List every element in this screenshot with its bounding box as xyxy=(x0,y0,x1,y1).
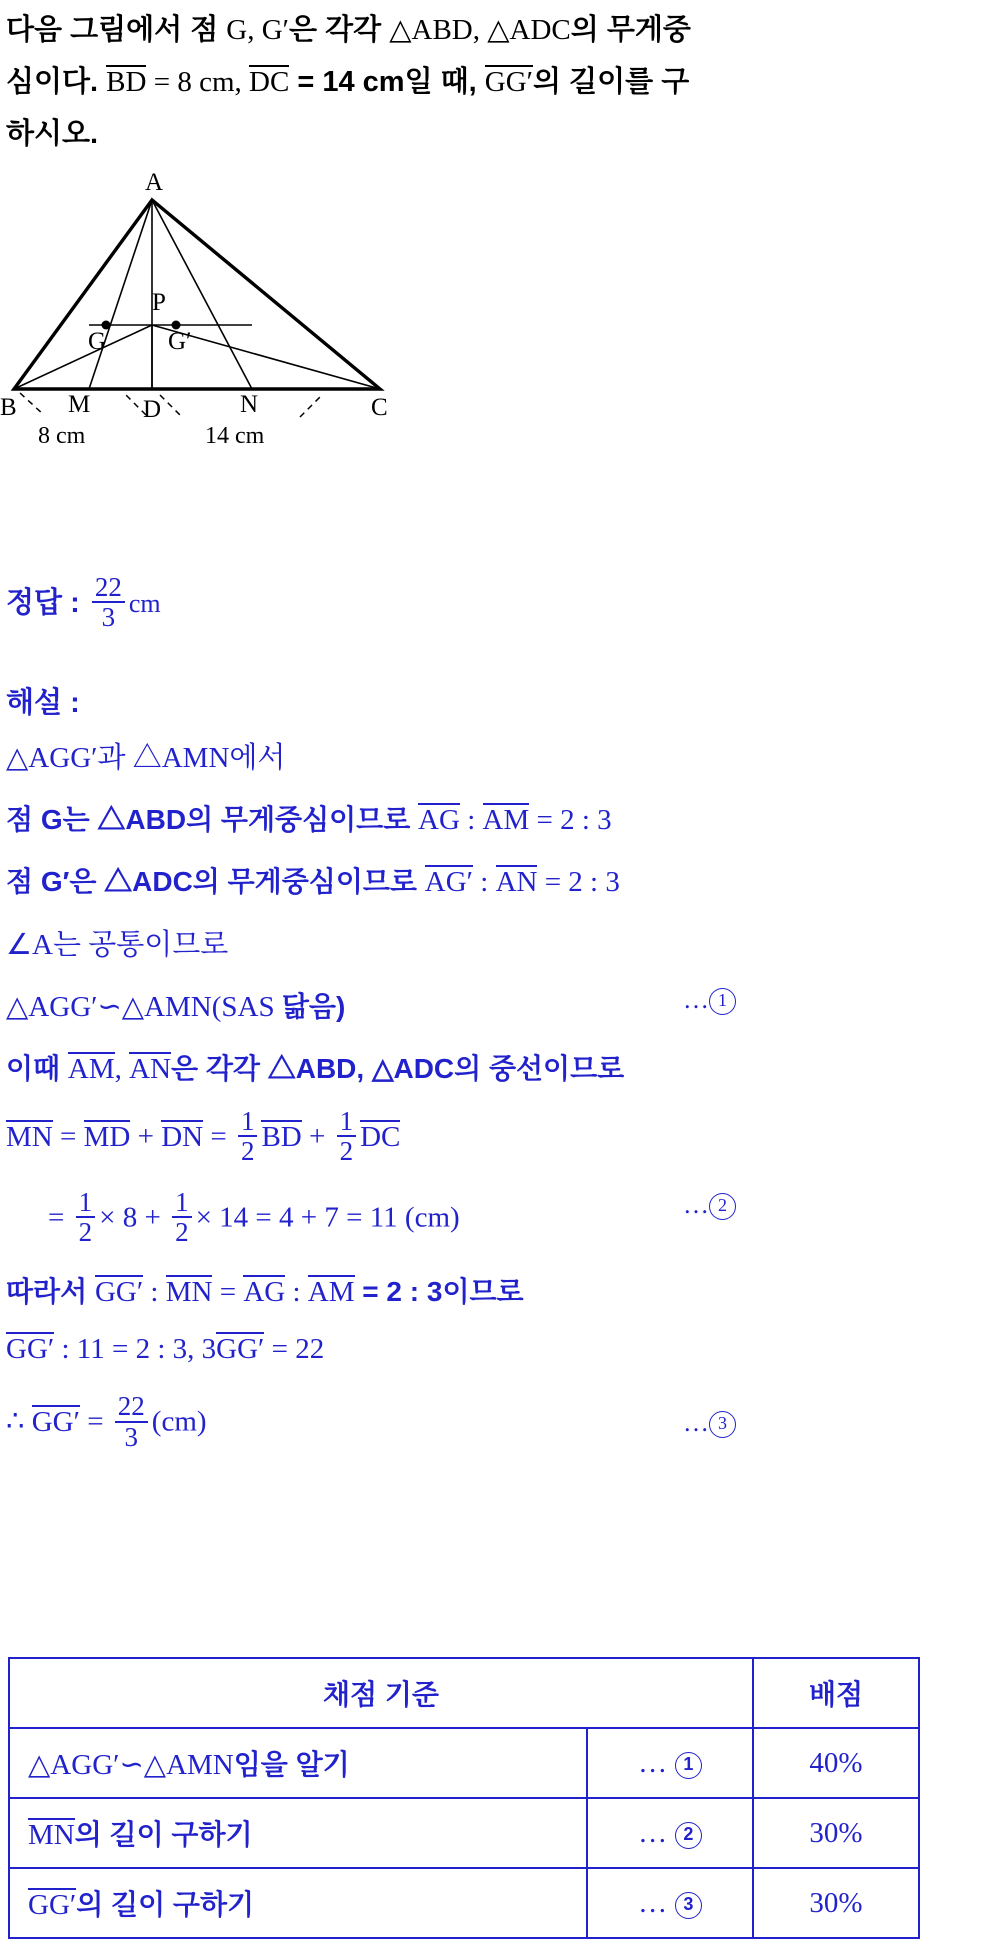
problem-text-1b: 은 각각 xyxy=(289,14,390,46)
sol-seg-mn-2: MN xyxy=(165,1276,213,1309)
sol-frac-7b xyxy=(337,1107,357,1166)
answer-unit: cm xyxy=(128,589,161,618)
rubric-mark-1-dots: … xyxy=(638,1746,668,1779)
sol-frac-7a xyxy=(238,1107,258,1166)
sol-ratio-3: = 2 : 3 xyxy=(537,866,620,898)
problem-line-3: 하시오. xyxy=(6,118,99,150)
sol-colon-3: : xyxy=(473,866,496,898)
triangle-abc-outline xyxy=(14,200,380,389)
table-row xyxy=(9,1728,919,1798)
solution-line-8 xyxy=(6,1186,986,1249)
solution-line-4 xyxy=(6,922,986,963)
problem-text-2c: = 14 cm일 때, xyxy=(289,66,485,98)
sol-text-9b: = 2 : 3이므로 xyxy=(354,1276,524,1308)
solution-tag-2 xyxy=(683,1190,736,1220)
sol-seg-an: AN xyxy=(495,866,538,898)
rubric-crit-2-math: MN xyxy=(28,1819,75,1851)
rubric-crit-1-math: △AGG′∽△AMN xyxy=(28,1749,234,1781)
tag2-circle: 2 xyxy=(709,1193,736,1220)
sol-text-3a: 점 G′은 △ADC의 무게중심이므로 xyxy=(6,866,425,897)
rubric-header-criteria: 채점 기준 xyxy=(9,1658,753,1728)
sol-seg-dn: DN xyxy=(161,1120,204,1153)
sol-frac-8b-den: 2 xyxy=(172,1216,192,1246)
sol-frac-8a-den: 2 xyxy=(76,1216,96,1246)
sol-seg-am-2: AM xyxy=(67,1053,115,1085)
tag2-dots: … xyxy=(683,1189,709,1219)
sol-seg-ag-2: AG xyxy=(243,1276,286,1309)
sol-text-8b: × 14 = 4 + 7 = 11 (cm) xyxy=(195,1201,460,1234)
figure-label-b: B xyxy=(0,394,17,421)
rubric-mark-1 xyxy=(587,1728,753,1798)
solution-line-7 xyxy=(6,1106,986,1168)
rubric-score-2: 30% xyxy=(753,1798,919,1868)
sol-colon-9b: : xyxy=(285,1276,308,1309)
sol-seg-md: MD xyxy=(83,1120,131,1153)
sol-frac-11-den: 3 xyxy=(115,1421,148,1451)
answer-denominator: 3 xyxy=(92,601,125,631)
sol-eq-11: = xyxy=(79,1406,111,1439)
figure-label-d: D xyxy=(143,396,162,423)
sol-frac-8b-num: 1 xyxy=(175,1186,189,1217)
sol-seg-am: AM xyxy=(482,804,530,836)
sol-text-2a: 점 G는 △ABD의 무게중심이므로 xyxy=(6,804,419,835)
sol-eq-7b: = xyxy=(203,1120,234,1153)
sol-seg-an-2: AN xyxy=(129,1053,172,1085)
median-bp-1 xyxy=(14,325,152,389)
table-row xyxy=(9,1868,919,1938)
sol-frac-11-num: 22 xyxy=(117,1391,145,1422)
sol-comma-6: , xyxy=(114,1053,130,1085)
geometry-figure xyxy=(0,165,420,450)
figure-label-a: A xyxy=(145,169,164,196)
segment-an xyxy=(152,200,252,389)
answer-label: 정답 : xyxy=(6,587,88,619)
rubric-mark-2 xyxy=(587,1798,753,1868)
rubric-mark-3 xyxy=(587,1868,753,1938)
rubric-criterion-1 xyxy=(9,1728,587,1798)
sol-frac-7a-den: 2 xyxy=(238,1135,258,1165)
sol-text-8a: × 8 + xyxy=(99,1201,169,1234)
sol-frac-8a-num: 1 xyxy=(78,1186,93,1217)
figure-label-m: M xyxy=(68,391,91,418)
sol-seg-gg: GG′ xyxy=(94,1276,144,1309)
figure-label-n: N xyxy=(240,391,259,418)
problem-text-2a: 심이다. xyxy=(6,66,107,98)
problem-line-1 xyxy=(6,4,986,56)
rubric-mark-3-circle: 3 xyxy=(675,1892,702,1919)
sol-seg-gg-4: GG′ xyxy=(31,1406,80,1439)
problem-text-1a: 다음 그림에서 점 xyxy=(6,14,227,46)
sol-seg-dc: DC xyxy=(360,1120,401,1153)
sol-eq-7a: = xyxy=(52,1120,84,1153)
figure-label-g: G xyxy=(88,328,107,355)
rubric-crit-1-text: 임을 알기 xyxy=(233,1749,350,1780)
rubric-score-1: 40% xyxy=(753,1728,919,1798)
problem-text-1c: 의 무게중 xyxy=(570,14,691,46)
sol-seg-gg-2: GG′ xyxy=(6,1333,55,1366)
sol-eq-8: = xyxy=(48,1201,72,1234)
comma-2: , xyxy=(472,14,488,46)
rubric-header-score: 배점 xyxy=(753,1658,919,1728)
sol-text-9a: 따라서 xyxy=(6,1276,95,1308)
segment-dc-label: DC xyxy=(249,66,290,98)
problem-statement xyxy=(6,4,986,160)
tag1-dots: … xyxy=(683,985,709,1014)
solution-tag-1 xyxy=(683,985,736,1015)
comma-1: , xyxy=(247,14,262,46)
figure-length-dc: 14 cm xyxy=(205,423,265,449)
sol-frac-7b-num: 1 xyxy=(339,1106,354,1136)
sol-seg-mn: MN xyxy=(6,1120,53,1153)
rubric-crit-2-text: 의 길이 구하기 xyxy=(74,1819,253,1850)
triangle-diagram-svg xyxy=(0,165,420,450)
sol-seg-ag: AG xyxy=(418,804,460,836)
sol-eq-9: = xyxy=(212,1276,244,1309)
sol-frac-11 xyxy=(115,1392,148,1451)
segment-gg-label: GG′ xyxy=(484,66,534,98)
sol-therefore: ∴ xyxy=(6,1406,32,1439)
rubric-criterion-2 xyxy=(9,1798,587,1868)
sol-similarity: △AGG′∽△AMN(SAS xyxy=(6,991,282,1023)
solution-line-10 xyxy=(6,1332,986,1372)
solution-tag-3 xyxy=(683,1408,736,1438)
solution-line-5 xyxy=(6,985,986,1025)
sol-text-4: ∠A는 공통이므로 xyxy=(6,929,229,961)
sol-ratio-2: = 2 : 3 xyxy=(529,804,612,836)
figure-label-p: P xyxy=(152,289,166,316)
tag3-circle: 3 xyxy=(709,1411,736,1438)
rubric-score-3: 30% xyxy=(753,1868,919,1938)
solution-body xyxy=(6,735,986,1486)
sol-colon-9a: : xyxy=(143,1276,166,1309)
sol-text-10b: = 22 xyxy=(264,1333,325,1366)
problem-text-2b: = 8 cm, xyxy=(146,66,250,98)
segment-bd-label: BD xyxy=(106,66,147,98)
table-row xyxy=(9,1798,919,1868)
rubric-mark-2-circle: 2 xyxy=(675,1822,702,1849)
triangle-abd-1: △ABD xyxy=(389,14,473,46)
answer-numerator: 22 xyxy=(94,572,122,602)
sol-text-6a: 이때 xyxy=(6,1053,68,1084)
solution-label: 해설 : xyxy=(6,687,80,719)
sol-seg-bd: BD xyxy=(261,1120,302,1153)
figure-label-gprime: G′ xyxy=(168,328,192,355)
sol-plus-7b: + xyxy=(301,1120,333,1153)
point-gprime-label: G′ xyxy=(261,14,290,46)
sol-seg-gg-3: GG′ xyxy=(216,1333,265,1366)
solution-line-9 xyxy=(6,1270,986,1310)
solution-line-11 xyxy=(6,1391,986,1464)
rubric-table xyxy=(8,1657,920,1939)
segment-am xyxy=(89,200,152,389)
sol-text-10a: : 11 = 2 : 3, 3 xyxy=(54,1333,217,1366)
sol-unit-11: (cm) xyxy=(151,1406,207,1439)
sol-plus-7: + xyxy=(130,1120,162,1153)
rubric-crit-3-math: GG′ xyxy=(28,1889,77,1921)
answer-fraction xyxy=(92,573,125,632)
tag1-circle: 1 xyxy=(709,988,736,1015)
tag3-dots: … xyxy=(683,1408,709,1438)
solution-line-2 xyxy=(6,798,986,838)
sol-frac-7b-den: 2 xyxy=(337,1135,357,1165)
solution-line-3 xyxy=(6,860,986,900)
rubric-criterion-3 xyxy=(9,1868,587,1938)
rubric-mark-3-dots: … xyxy=(638,1886,668,1919)
solution-line-6 xyxy=(6,1047,986,1087)
figure-length-bd: 8 cm xyxy=(38,423,86,449)
sol-seg-agprime: AG′ xyxy=(424,866,473,898)
rubric-mark-1-circle: 1 xyxy=(675,1752,702,1779)
dashed-base-marks xyxy=(20,393,322,417)
sol-seg-am-3: AM xyxy=(307,1276,355,1309)
solution-line-1 xyxy=(6,735,986,776)
figure-label-c: C xyxy=(371,394,388,421)
sol-similar-word: 닮음) xyxy=(281,991,346,1022)
rubric-crit-3-text: 의 길이 구하기 xyxy=(76,1889,255,1920)
triangle-adc-1: △ADC xyxy=(487,14,571,46)
answer-line xyxy=(6,572,161,634)
rubric-mark-2-dots: … xyxy=(638,1816,668,1849)
problem-line-2 xyxy=(6,56,986,108)
sol-text-6b: 은 각각 △ABD, △ADC의 중선이므로 xyxy=(171,1053,625,1084)
sol-frac-8a xyxy=(76,1188,96,1247)
point-g-label: G xyxy=(226,14,248,46)
sol-frac-8b xyxy=(172,1188,192,1247)
problem-text-2d: 의 길이를 구 xyxy=(533,66,690,98)
sol-frac-7a-num: 1 xyxy=(240,1106,255,1136)
sol-text-1: △AGG′과 △AMN에서 xyxy=(6,742,286,774)
rubric-header-row xyxy=(9,1658,919,1728)
sol-colon-2: : xyxy=(459,804,483,836)
